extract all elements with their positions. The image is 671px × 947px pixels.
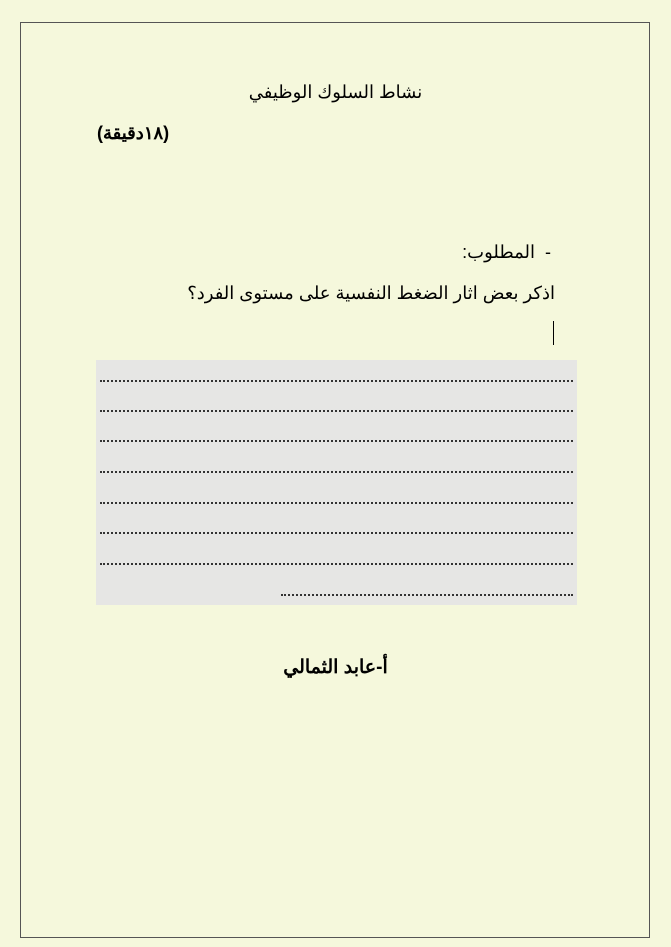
answer-line[interactable] [100,502,573,504]
activity-duration: (١٨دقيقة) [97,123,170,143]
requirement-label: المطلوب: [462,242,535,262]
text-cursor [553,321,554,345]
answer-line[interactable] [100,532,573,534]
answer-line[interactable] [281,594,573,596]
question-text: اذكر بعض اثار الضغط النفسية على مستوى الفرد؟ [187,283,555,303]
answer-line[interactable] [100,440,573,442]
activity-title: نشاط السلوك الوظيفي [248,82,423,102]
teacher-name: أ-عابد الثمالي [283,657,388,678]
answer-line[interactable] [100,380,573,382]
answer-area[interactable] [96,360,577,605]
answer-line[interactable] [100,563,573,565]
requirement-heading [462,242,551,263]
answer-line[interactable] [100,471,573,473]
bullet-dash: - [545,242,551,262]
answer-line[interactable] [100,410,573,412]
